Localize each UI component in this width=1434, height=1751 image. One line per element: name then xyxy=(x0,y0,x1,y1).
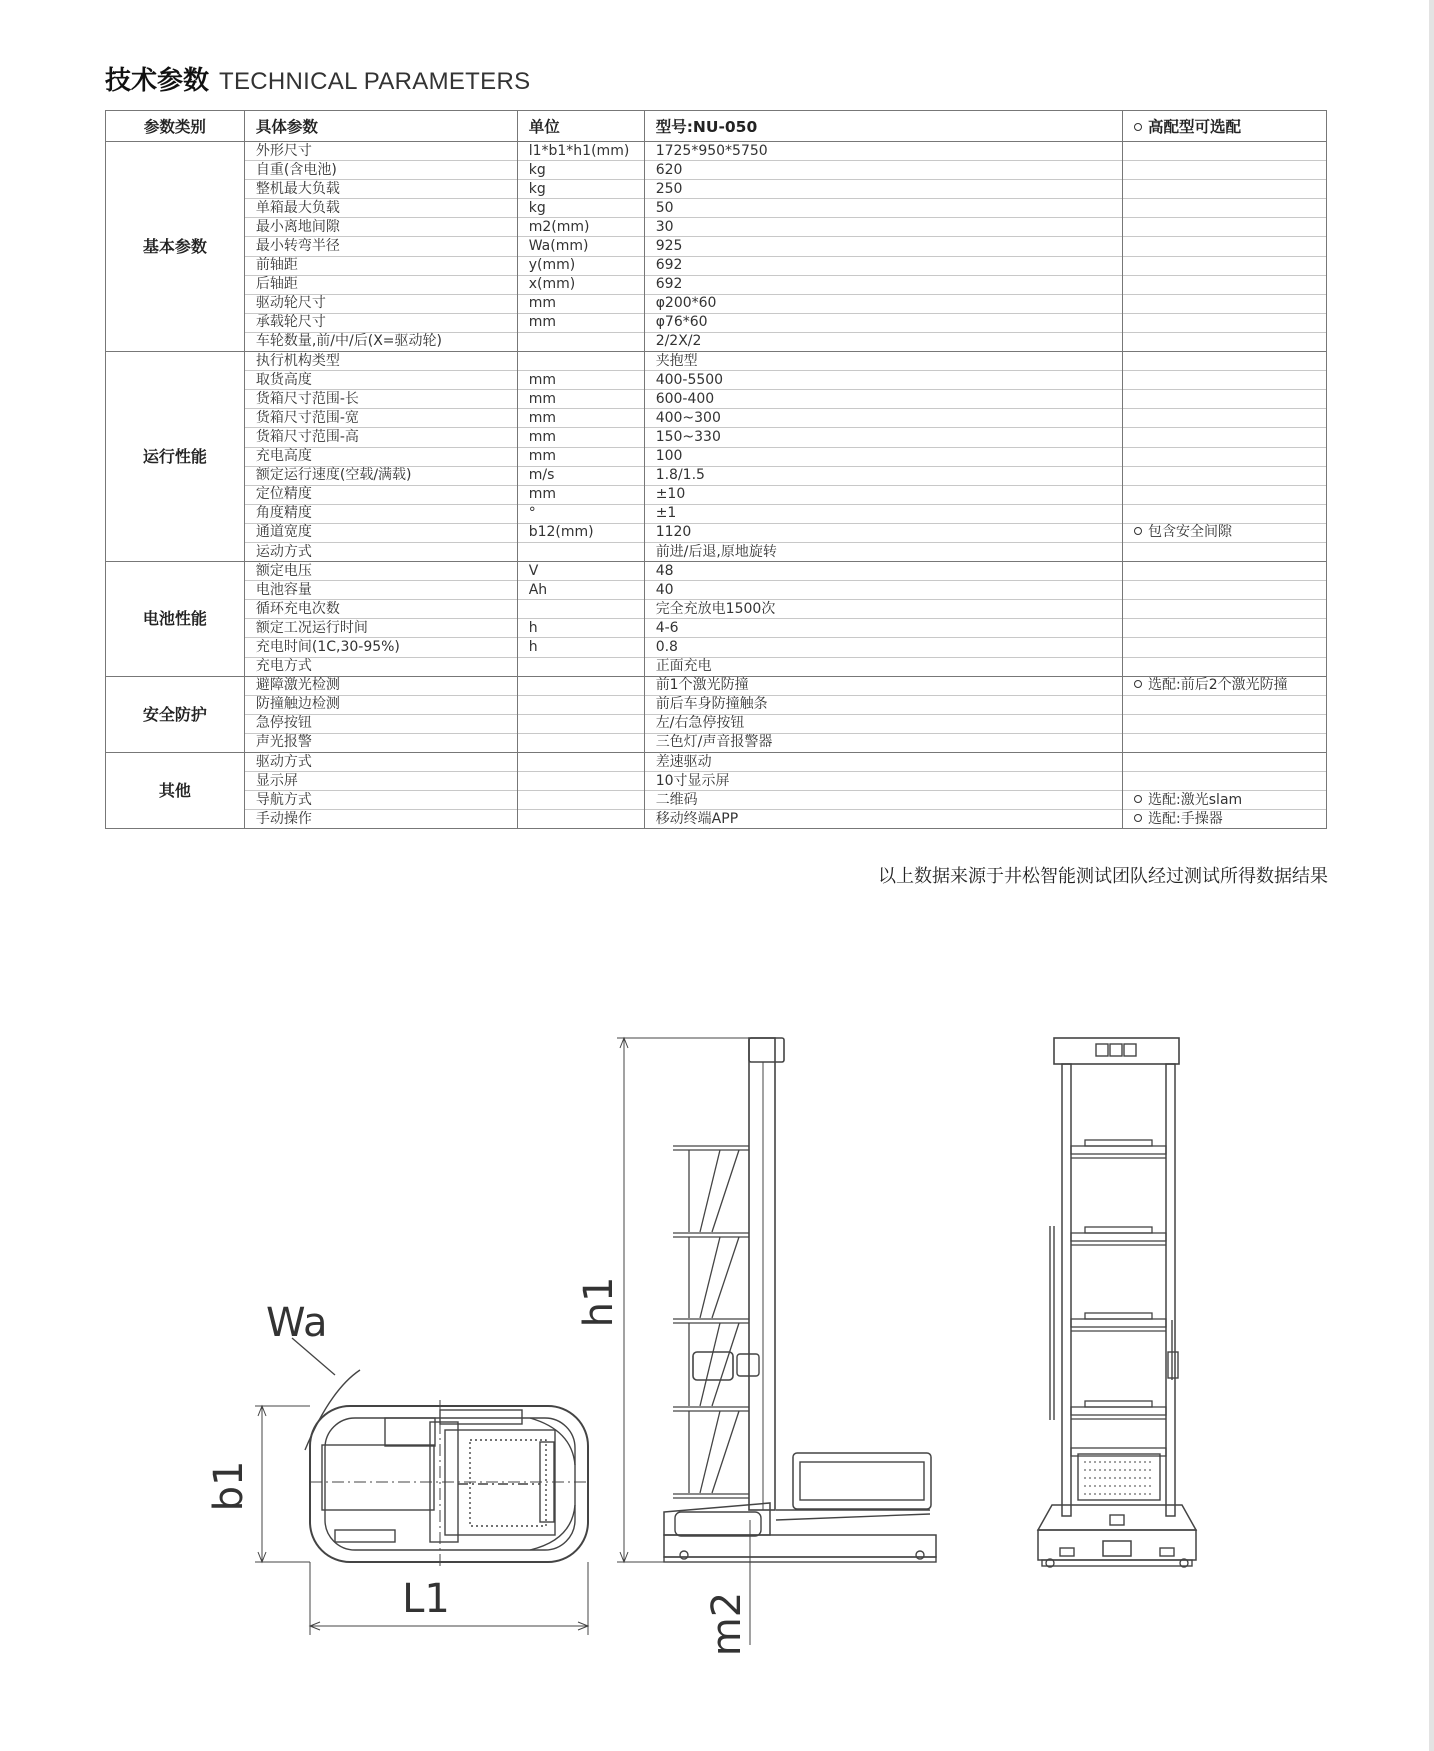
value-cell: 差速驱动 xyxy=(644,753,1122,772)
col-header-option: 高配型可选配 xyxy=(1123,111,1327,142)
value-cell: 1.8/1.5 xyxy=(644,466,1122,485)
side-view-drawing xyxy=(617,1038,936,1645)
value-cell: φ76*60 xyxy=(644,313,1122,332)
unit-cell: l1*b1*h1(mm) xyxy=(517,142,644,161)
param-cell: 防撞触边检测 xyxy=(244,695,517,714)
unit-cell: y(mm) xyxy=(517,256,644,275)
value-cell: 692 xyxy=(644,275,1122,294)
unit-cell: mm xyxy=(517,447,644,466)
value-cell: 250 xyxy=(644,180,1122,199)
param-cell: 货箱尺寸范围-宽 xyxy=(244,409,517,428)
param-cell: 后轴距 xyxy=(244,275,517,294)
value-cell: 1725*950*5750 xyxy=(644,142,1122,161)
value-cell: 150~330 xyxy=(644,428,1122,447)
unit-cell: m/s xyxy=(517,466,644,485)
value-cell: 620 xyxy=(644,161,1122,180)
col-header-unit: 单位 xyxy=(517,111,644,142)
param-cell: 整机最大负载 xyxy=(244,180,517,199)
param-cell: 驱动轮尺寸 xyxy=(244,294,517,313)
param-cell: 车轮数量,前/中/后(X=驱动轮) xyxy=(244,332,517,351)
value-cell: 925 xyxy=(644,237,1122,256)
param-cell: 声光报警 xyxy=(244,733,517,752)
unit-cell: mm xyxy=(517,409,644,428)
param-cell: 最小离地间隙 xyxy=(244,218,517,237)
value-cell: 1120 xyxy=(644,523,1122,542)
param-cell: 角度精度 xyxy=(244,504,517,523)
value-cell: 100 xyxy=(644,447,1122,466)
title-en: TECHNICAL PARAMETERS xyxy=(219,68,531,95)
param-cell: 循环充电次数 xyxy=(244,600,517,619)
value-cell: 600-400 xyxy=(644,390,1122,409)
param-cell: 充电时间(1C,30-95%) xyxy=(244,638,517,657)
param-cell: 运动方式 xyxy=(244,542,517,561)
data-source-note: 以上数据来源于井松智能测试团队经过测试所得数据结果 xyxy=(878,866,1328,887)
value-cell: 前后车身防撞触条 xyxy=(644,695,1122,714)
param-cell: 充电方式 xyxy=(244,657,517,676)
value-cell: 前进/后退,原地旋转 xyxy=(644,542,1122,561)
category-cell: 电池性能 xyxy=(106,562,245,677)
option-text: 选配:前后2个激光防撞 xyxy=(1148,677,1288,694)
param-cell: 最小转弯半径 xyxy=(244,237,517,256)
option-text: 包含安全间隙 xyxy=(1148,524,1233,541)
value-cell: 40 xyxy=(644,581,1122,600)
param-cell: 定位精度 xyxy=(244,485,517,504)
unit-cell: h xyxy=(517,638,644,657)
unit-cell: m2(mm) xyxy=(517,218,644,237)
param-cell: 驱动方式 xyxy=(244,753,517,772)
value-cell: 48 xyxy=(644,562,1122,581)
param-cell: 导航方式 xyxy=(244,791,517,810)
unit-cell: kg xyxy=(517,161,644,180)
value-cell: 30 xyxy=(644,218,1122,237)
unit-cell: ° xyxy=(517,504,644,523)
unit-cell: Wa(mm) xyxy=(517,237,644,256)
value-cell: 0.8 xyxy=(644,638,1122,657)
param-cell: 前轴距 xyxy=(244,256,517,275)
value-cell: 完全充放电1500次 xyxy=(644,600,1122,619)
col-header-param: 具体参数 xyxy=(244,111,517,142)
unit-cell: V xyxy=(517,562,644,581)
value-cell: φ200*60 xyxy=(644,294,1122,313)
unit-cell: x(mm) xyxy=(517,275,644,294)
value-cell: 正面充电 xyxy=(644,657,1122,676)
unit-cell: kg xyxy=(517,199,644,218)
value-cell: 4-6 xyxy=(644,619,1122,638)
title-cn: 技术参数 xyxy=(105,66,210,96)
unit-cell: b12(mm) xyxy=(517,523,644,542)
param-cell: 电池容量 xyxy=(244,581,517,600)
front-view-drawing xyxy=(1038,1038,1196,1567)
unit-cell: Ah xyxy=(517,581,644,600)
param-cell: 额定电压 xyxy=(244,562,517,581)
unit-cell: mm xyxy=(517,371,644,390)
unit-cell: mm xyxy=(517,390,644,409)
param-cell: 货箱尺寸范围-高 xyxy=(244,428,517,447)
param-cell: 取货高度 xyxy=(244,371,517,390)
value-cell: 夹抱型 xyxy=(644,352,1122,371)
param-cell: 避障激光检测 xyxy=(244,676,517,695)
param-cell: 外形尺寸 xyxy=(244,142,517,161)
param-cell: 执行机构类型 xyxy=(244,352,517,371)
col-header-category: 参数类别 xyxy=(106,111,245,142)
dim-label-wa: Wa xyxy=(266,1300,328,1346)
param-cell: 自重(含电池) xyxy=(244,161,517,180)
value-cell: 前1个激光防撞 xyxy=(644,676,1122,695)
value-cell: 692 xyxy=(644,256,1122,275)
value-cell: 50 xyxy=(644,199,1122,218)
dim-label-l1: L1 xyxy=(402,1576,450,1622)
value-cell: 三色灯/声音报警器 xyxy=(644,733,1122,752)
unit-cell: h xyxy=(517,619,644,638)
col-header-model: 型号:NU-050 xyxy=(644,111,1122,142)
option-text: 选配:手操器 xyxy=(1148,810,1223,827)
value-cell: 10寸显示屏 xyxy=(644,772,1122,791)
param-cell: 显示屏 xyxy=(244,772,517,791)
category-cell: 运行性能 xyxy=(106,352,245,562)
value-cell: 400~300 xyxy=(644,409,1122,428)
param-cell: 承载轮尺寸 xyxy=(244,313,517,332)
param-cell: 额定运行速度(空载/满载) xyxy=(244,466,517,485)
param-cell: 急停按钮 xyxy=(244,714,517,733)
value-cell: 2/2X/2 xyxy=(644,332,1122,351)
param-cell: 充电高度 xyxy=(244,447,517,466)
param-cell: 货箱尺寸范围-长 xyxy=(244,390,517,409)
value-cell: 左/右急停按钮 xyxy=(644,714,1122,733)
value-cell: 二维码 xyxy=(644,791,1122,810)
category-cell: 其他 xyxy=(106,753,245,829)
unit-cell: mm xyxy=(517,294,644,313)
unit-cell: mm xyxy=(517,485,644,504)
category-cell: 安全防护 xyxy=(106,676,245,752)
param-cell: 手动操作 xyxy=(244,810,517,829)
value-cell: ±1 xyxy=(644,504,1122,523)
value-cell: ±10 xyxy=(644,485,1122,504)
value-cell: 400-5500 xyxy=(644,371,1122,390)
param-cell: 额定工况运行时间 xyxy=(244,619,517,638)
dim-label-b1: b1 xyxy=(206,1460,252,1512)
category-cell: 基本参数 xyxy=(106,142,245,352)
value-cell: 移动终端APP xyxy=(644,810,1122,829)
param-cell: 通道宽度 xyxy=(244,523,517,542)
unit-cell: kg xyxy=(517,180,644,199)
page-edge-strip xyxy=(1429,0,1434,1751)
dim-label-h1: h1 xyxy=(576,1276,622,1328)
dim-label-m2: m2 xyxy=(704,1591,750,1657)
unit-cell: mm xyxy=(517,313,644,332)
param-cell: 单箱最大负载 xyxy=(244,199,517,218)
unit-cell: mm xyxy=(517,428,644,447)
option-text: 选配:激光slam xyxy=(1148,791,1243,808)
